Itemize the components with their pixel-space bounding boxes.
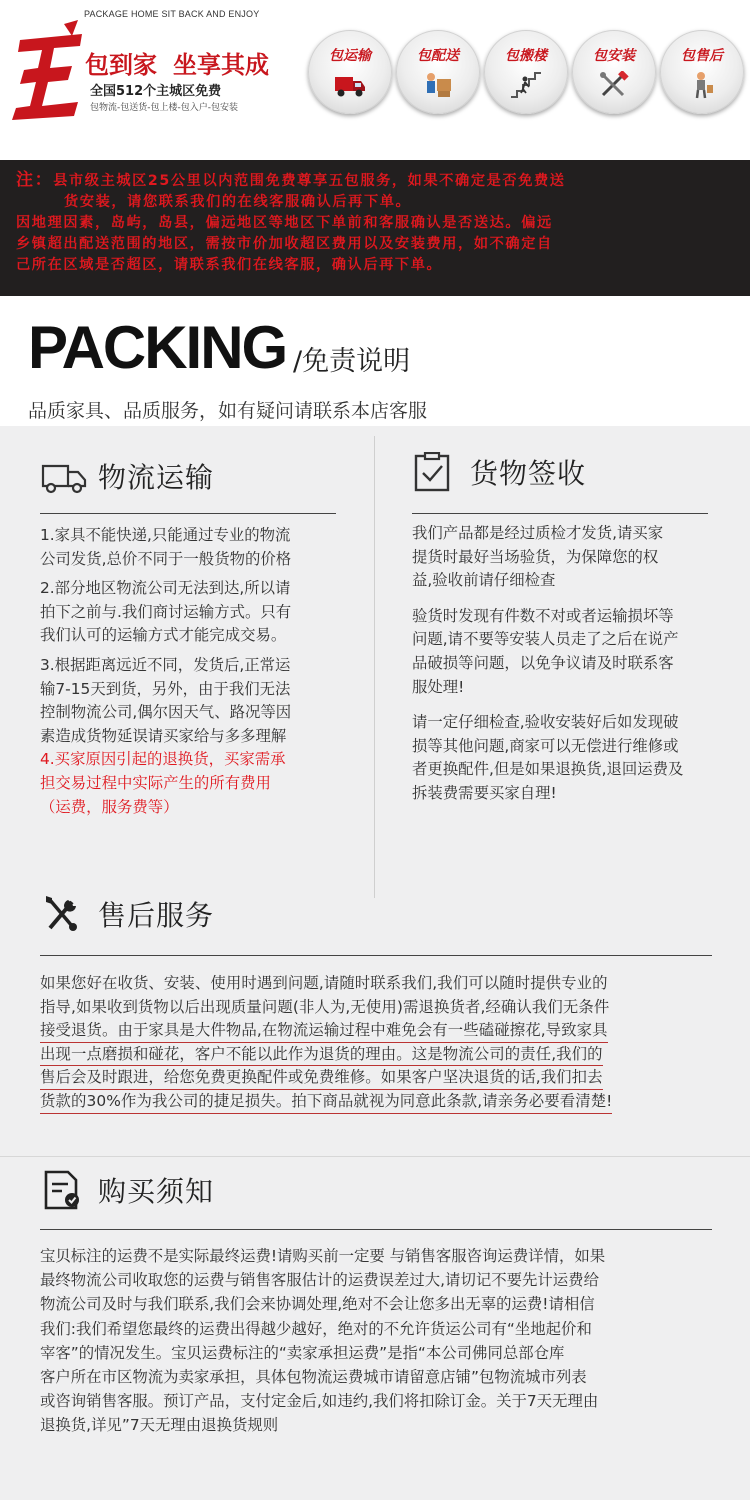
after-sales-underline	[40, 955, 712, 956]
receipt-title: 货物签收	[470, 457, 587, 490]
receipt-heading	[412, 452, 586, 492]
page-title: PACKING	[28, 314, 287, 381]
after-sales-title: 售后服务	[98, 899, 215, 932]
intro-text: 品质家具、品质服务，如有疑问请联系本店客服	[28, 400, 428, 422]
truck-icon	[333, 71, 367, 99]
logistics-text	[40, 524, 350, 819]
badge-transport	[308, 30, 392, 114]
logistics-underline	[40, 513, 336, 514]
badge-stairs	[484, 30, 568, 114]
service-badges	[308, 30, 748, 120]
after-sales-text: 如果您好在收货、安装、使用时遇到问题,请随时联系我们,我们可以随时提供专业的 指导,如果收到货物以后出现质量问题(非人为,无使用)需退换货者,经确认我们无条件 接受退货。由于家具是大件物品,在物流运输过程中难免会有一些磕碰擦花,导致家具 出现一点磨损和碰花，客户不能以此作为退货的理由。这是物流公司的责任,我们的 售后会及时跟进，给您免费更换配件或免费维修。如果客户坚决退货的话,我们扣去 货款的30%作为我公司的捷足损失。拍下商品就视为同意此条款,请亲务必要看清楚!	[40, 972, 712, 1114]
purchase-text: 宝贝标注的运费不是实际最终运费!请购买前一定要 与销售客服咨询运费详情，如果 最终物流公司收取您的运费与销售客服估计的运费误差过大,请切记不要先计运费给 物流公司及时与我们联系,我们会来协调处理,绝对不会让您多出无辜的运费!请相信 我们:我们希望您最终的运费出得越少越好，绝对的不允许货运公司有“坐地起价和 宰客”的情况发生。宝贝运费标注的“卖家承担运费”是指“本公司佛同总部仓库 客户所在市区物流为卖家承担，具体包物流运费城市请留意店铺”包物流城市列表 或咨询销售客服。预订产品，支付定金后,如违约,我们将扣除订金。关于7天无理由 退换货,详见”7天无理由退换货规则	[40, 1247, 606, 1435]
badge-label: 包安装	[593, 48, 635, 64]
logistics-item-4: 4.买家原因引起的退换货，买家需承 担交易过程中实际产生的所有费用 （运费，服务费等）	[40, 750, 286, 816]
badge-label: 包运输	[329, 48, 371, 64]
document-note-icon	[40, 1170, 88, 1210]
logistics-heading	[40, 456, 214, 496]
purchase-title: 购买须知	[98, 1175, 215, 1208]
receipt-text	[412, 522, 742, 806]
logistics-item-1: 1.家具不能快递,只能通过专业的物流 公司发货,总价不同于一般货物的价格	[40, 526, 292, 568]
badge-label: 包售后	[681, 48, 723, 64]
notice-line-2: 货安装，请您联系我们的在线客服确认后再下单。	[64, 194, 412, 210]
clipboard-check-icon	[412, 452, 460, 492]
badge-after-sales	[660, 30, 744, 114]
receipt-underline	[412, 513, 708, 514]
stairs-icon	[509, 71, 543, 99]
notice-banner	[0, 160, 750, 296]
coverage-text: 全国512个主城区免费	[90, 84, 222, 99]
slogan	[85, 45, 269, 80]
service-person-icon	[685, 71, 719, 99]
section-separator	[0, 1156, 750, 1157]
receipt-para-3: 请一定仔细检查,验收安装好后如发现破 损等其他问题,商家可以无偿进行维修或 者更换配件,但是如果退换货,退回运费及 拆装费需要买家自理!	[412, 713, 684, 802]
services-line: 包物流-包送货-包上楼-包入户-包安装	[90, 103, 238, 113]
logistics-title: 物流运输	[98, 461, 215, 494]
slogan-right: 坐享其成	[173, 50, 269, 79]
page-subtitle: /免责说明	[293, 346, 411, 377]
notice-line-3: 因地理因素，岛屿，岛县，偏远地区等地区下单前和客服确认是否送达。偏远	[16, 215, 553, 231]
notice-line-5: 己所在区域是否超区，请联系我们在线客服，确认后再下单。	[16, 257, 443, 273]
wrench-screwdriver-icon	[40, 894, 88, 934]
badge-delivery	[396, 30, 480, 114]
purchase-heading	[40, 1170, 214, 1210]
notice-line-1: 注：县市级主城区25公里以内范围免费尊享五包服务，如果不确定是否免费送	[16, 170, 566, 190]
receipt-para-1: 我们产品都是经过质检才发货,请买家 提货时最好当场验货，为保障您的权 益,验收前请仔细检查	[412, 524, 664, 590]
tagline-english: PACKAGE HOME SIT BACK AND ENJOY	[84, 9, 260, 19]
receipt-para-2: 验货时发现有件数不对或者运输损坏等 问题,请不要等安装人员走了之后在说产 品破损等问题，以免争议请及时联系客 服处理!	[412, 606, 679, 696]
notice-lead: 注：	[16, 170, 54, 190]
delivery-person-icon	[421, 71, 455, 99]
logistics-item-2: 2.部分地区物流公司无法到达,所以请 拍下之前与.我们商讨运输方式。只有 我们认可的运输方式才能完成交易。	[40, 579, 292, 645]
tools-icon	[597, 71, 631, 99]
badge-label: 包搬楼	[505, 48, 547, 64]
purchase-underline	[40, 1229, 712, 1230]
five-logo-icon	[8, 20, 88, 120]
notice-line-4: 乡镇超出配送范围的地区，需按市价加收超区费用以及安装费用，如不确定自	[16, 236, 553, 252]
slogan-left: 包到家	[85, 50, 157, 79]
after-sales-heading	[40, 894, 214, 934]
logistics-item-3: 3.根据距离远近不同，发货后,正常运 输7-15天到货，另外，由于我们无法 控制物流公司,偶尔因天气、路况等因 素造成货物延误请买家给与多多理解	[40, 655, 292, 745]
header-banner	[0, 0, 750, 160]
column-divider	[374, 436, 375, 898]
badge-install	[572, 30, 656, 114]
truck-icon	[40, 456, 88, 496]
badge-label: 包配送	[417, 48, 459, 64]
